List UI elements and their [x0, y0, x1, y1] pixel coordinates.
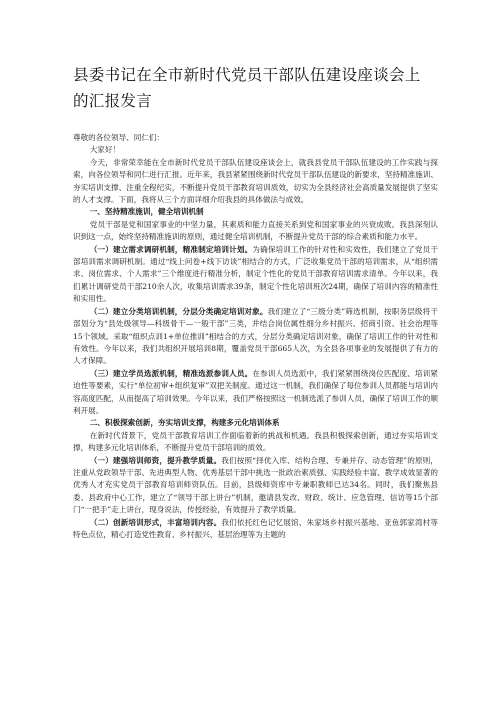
greeting: 大家好！: [89, 145, 121, 155]
section-1-intro: 党员干部是党和国家事业的中坚力量，其素质和能力直接关系到党和国家事业的兴衰成败。我县深刻认识到这一点，始终坚持精准施训的原则，通过健全培训机制，不断提升党员干部的综合素质和能力水平。: [73, 219, 438, 242]
section-2-paragraph-2: [73, 517, 438, 542]
salutation: 尊敬的各位领导、同仁们：: [73, 133, 165, 142]
paragraph-lead: （二）创新培训形式，丰富培训内容。: [89, 517, 222, 527]
section-2-heading: 二、积极探索创新，夯实培训支撑，构建多元化培训体系: [89, 418, 280, 428]
paragraph-lead: （一）建立需求调研机制，精准制定培训计划。: [89, 244, 253, 254]
section-2-paragraph-1: [73, 455, 438, 517]
paragraph-text: 为确保培训工作的针对性和实效性，我们建立了党员干部培训需求调研机制。通过“线上问卷+线下访谈”相结合的方式，广泛收集党员干部的培训需求，从“组织需求、岗位需求、个人需求”三个维度进行精准分析，制定个性化的党员干部教育培训需求清单。今年以来，我们累计调研党员干部210余人次，收集培训需求39条，制定个性化培训班次24期，确保了培训内容的精准性和实用性。: [73, 244, 439, 304]
paragraph-lead: （二）建立分类培训机制，分层分类确定培训对象。: [89, 306, 268, 316]
paragraph-text: 在参训人员选派中，我们紧紧围绕岗位匹配度、培训紧迫性等要素，实行“单位初审+组织复审”双把关制度。通过这一机制，我们确保了每位参训人员都能与培训内容高度匹配，从而提高了培训效果。今年以来，我们严格按照这一机制选派了参训人员，确保了培训工作的顺利开展。: [73, 368, 439, 415]
paragraph-lead: （三）建立学员选派机制，精准选派参训人员。: [89, 368, 253, 378]
section-2-intro: 在新时代背景下，党员干部教育培训工作面临着新的挑战和机遇。我县积极探索创新，通过夯实培训支撑，构建多元化培训体系，不断提升党员干部培训的质效。: [73, 430, 438, 453]
document-title: [73, 62, 438, 114]
section-1-paragraph-1: [73, 244, 438, 306]
paragraph-lead: （一）建强培训师资，提升教学质量。: [89, 455, 222, 465]
section-1-paragraph-3: [73, 368, 438, 418]
document-body: [73, 132, 438, 541]
section-1-paragraph-2: [73, 306, 438, 368]
paragraph-text: 我们按照“择优入库、结构合理、专兼并存、动态管理”的原则，注重从党政领导干部、先进典型人物、优秀基层干部中挑选一批政治素质强、实践经验丰富、教学成效显著的优秀人才充实党员干部教育培训师资队伍。目前，县级师资库中专兼职教师已达34名。同时，我们聚焦县委、县政府中心工作，建立了“领导干部上讲台”机制，邀请县发改、财政、统计、应急管理、信访等15个部门“一把手”走上讲台，现身说法，传授经验，有效提升了教学质量。: [73, 455, 439, 515]
title-line-2: 的汇报发言: [73, 92, 153, 110]
section-1-heading: 一、坚持精准施训，健全培训机制: [89, 207, 204, 217]
title-line-1: 县委书记在全市新时代党员干部队伍建设座谈会上: [73, 66, 421, 84]
paragraph-text: 我们依托红色记忆展馆、朱家场乡村振兴基地、亚鱼郭家湾村等特色点位，精心打造党性教育、乡村振兴、基层治理等为主题的: [73, 517, 439, 539]
paragraph-text: 我们建立了“三级分类”筛选机制，按职务层级将干部划分为“县处级领导—科级骨干—一般干部”三类，并结合岗位属性细分乡村振兴、招商引资、社会治理等15个领域。采取“组织点训1+单位推训”相结合的方式，分层分类确定培训对象，确保了培训工作的针对性和有效性。今年以来，我们共组织开展培训8期，覆盖党员干部665人次，为全县各项事业的发展提供了有力的人才保障。: [73, 306, 438, 366]
intro-paragraph: 今天，非常荣幸能在全市新时代党员干部队伍建设座谈会上，就我县党员干部队伍建设的工作实践与探索，向各位领导和同仁进行汇报。近年来，我县紧紧围绕新时代党员干部队伍建设的新要求，坚持精准施训、夯实培训支撑、注重全程纪实，不断提升党员干部教育培训质效，切实为全县经济社会高质量发展提供了坚实的人才支撑。下面，我将从三个方面详细介绍我县的具体做法与成效。: [73, 157, 438, 205]
